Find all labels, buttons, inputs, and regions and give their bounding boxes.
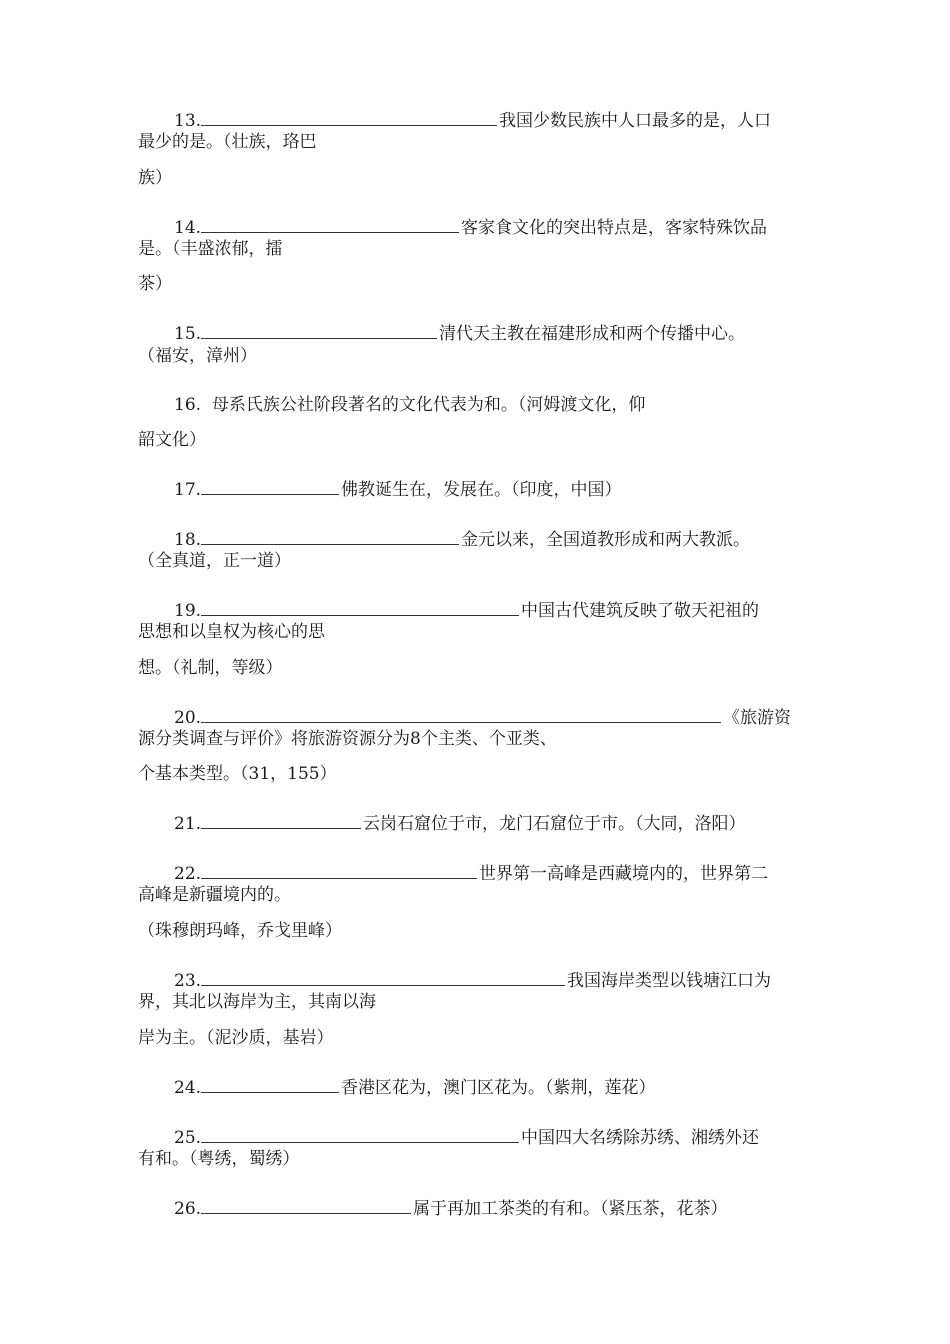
question-text-line-2: （全真道，正一道） bbox=[138, 551, 291, 571]
answer-blank bbox=[201, 706, 721, 723]
question-number: 14. bbox=[174, 218, 202, 238]
answer-blank bbox=[201, 322, 437, 339]
question-number: 18. bbox=[174, 530, 202, 550]
question-text: 客家食文化的突出特点是，客家特殊饮品 bbox=[461, 218, 768, 238]
question-text-line-2: 最少的是。（壮族，珞巴 bbox=[138, 132, 317, 152]
question-text: 属于再加工茶类的有和。（紧压茶，花茶） bbox=[413, 1199, 728, 1219]
question-number: 20. bbox=[174, 708, 202, 728]
question-text: 香港区花为，澳门区花为。（紫荆，莲花） bbox=[341, 1078, 656, 1098]
question-text: 世界第一高峰是西藏境内的，世界第二 bbox=[479, 864, 769, 884]
answer-blank bbox=[201, 1076, 339, 1093]
question-text-line-2: （福安，漳州） bbox=[138, 346, 257, 366]
question-number: 17. bbox=[174, 480, 202, 500]
question-text-line-3: 茶） bbox=[138, 274, 172, 294]
question-text: 佛教诞生在，发展在。（印度，中国） bbox=[341, 480, 622, 500]
question-text: 云岗石窟位于市，龙门石窟位于市。（大同，洛阳） bbox=[363, 814, 746, 834]
question-text-line-2: 高峰是新疆境内的。 bbox=[138, 885, 291, 905]
question-text: 清代天主教在福建形成和两个传播中心。 bbox=[439, 324, 746, 344]
question-number: 24. bbox=[174, 1078, 202, 1098]
answer-blank bbox=[201, 528, 459, 545]
question-number: 23. bbox=[174, 971, 202, 991]
question-text-line-2: 界，其北以海岸为主，其南以海 bbox=[138, 992, 376, 1012]
question-text-line-2: 思想和以皇权为核心的思 bbox=[138, 622, 325, 642]
question-number: 22. bbox=[174, 864, 202, 884]
question-text-line-2: 是。（丰盛浓郁，擂 bbox=[138, 239, 283, 259]
question-text: 我国海岸类型以钱塘江口为 bbox=[567, 971, 772, 991]
question-number: 13. bbox=[174, 111, 202, 131]
question-text: 《旅游资 bbox=[723, 708, 792, 728]
answer-blank bbox=[201, 812, 361, 829]
question-number: 26. bbox=[174, 1199, 202, 1219]
question-text-line-3: 想。（礼制，等级） bbox=[138, 658, 283, 678]
question-text-line-3: 岸为主。（泥沙质，基岩） bbox=[138, 1028, 334, 1048]
question-text: 中国古代建筑反映了敬天祀祖的 bbox=[521, 601, 760, 621]
answer-blank bbox=[201, 109, 497, 126]
question-text-line-3: （珠穆朗玛峰，乔戈里峰） bbox=[138, 921, 342, 941]
question-number: 21. bbox=[174, 814, 202, 834]
answer-blank bbox=[201, 1126, 519, 1143]
question-number: 19. bbox=[174, 601, 202, 621]
answer-blank bbox=[201, 216, 459, 233]
question-text-line-3: 族） bbox=[138, 168, 172, 188]
answer-blank bbox=[201, 969, 565, 986]
question-number: 16. bbox=[174, 395, 202, 415]
answer-blank bbox=[201, 599, 519, 616]
answer-blank bbox=[201, 862, 477, 879]
question-number: 15. bbox=[174, 324, 202, 344]
question-text: 我国少数民族中人口最多的是，人口 bbox=[499, 111, 772, 131]
question-number: 25. bbox=[174, 1128, 202, 1148]
answer-blank bbox=[201, 1197, 411, 1214]
question-text-line-3: 个基本类型。（31，155） bbox=[138, 764, 337, 784]
question-text: 金元以来，全国道教形成和两大教派。 bbox=[461, 530, 751, 550]
question-text-line-2: 有和。（粤绣，蜀绣） bbox=[138, 1149, 300, 1169]
answer-blank bbox=[201, 478, 339, 495]
question-text: 中国四大名绣除苏绣、湘绣外还 bbox=[521, 1128, 760, 1148]
question-text-line-2: 源分类调查与评价》将旅游资源分为8个主类、个亚类、 bbox=[138, 729, 557, 749]
question-text-line-3: 韶文化） bbox=[138, 430, 206, 450]
question-text: 母系氏族公社阶段著名的文化代表为和。（河姆渡文化，仰 bbox=[211, 395, 646, 415]
